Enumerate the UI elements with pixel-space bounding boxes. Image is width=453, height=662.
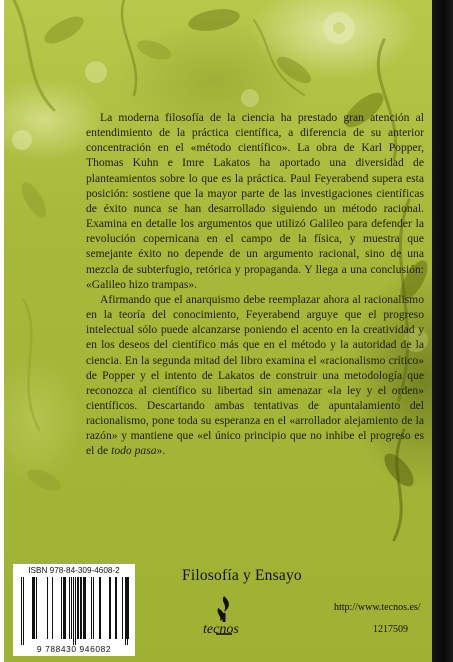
barcode-block [13,564,135,656]
book-spine-edge [432,0,453,662]
paragraph-2-tail: ». [156,444,166,458]
publisher-logo-icon [198,594,250,648]
synopsis-text [86,110,424,459]
paragraph-2-emphasis: todo pasa [111,444,157,458]
product-code: 1217509 [373,624,408,635]
series-title: Filosofía y Ensayo [182,567,302,584]
barcode-icon [19,577,131,645]
synopsis-paragraph-1: La moderna filosofía de la ciencia ha prestado gran atención al entendimiento de la práctica científica, a diferencia de su anterior concentración en el «método científico». La obra de Karl Popper, Thomas Kuhn e Imre Lakatos ha aportado una diversidad de planteamientos sobre lo que es la práctica. Paul Feyerabend supera esta posición: sostiene que la mayor parte de las investigaciones científicas de éxito nunca se han desarrollado siguiendo un método racional. Examina en detalle los argumentos que utilizó Galileo para defender la revolución copernicana en el campo de la física, y muestra que semejante éxito no depende de un argumento racional, sino de una mezcla de subterfugio, retórica y propaganda. Y llega a una conclusión: «Galileo hizo trampas». [86,111,424,291]
barcode-digits: 9 788430 946082 [36,644,112,654]
paragraph-2-body: Afirmando que el anarquismo debe reemplazar ahora al racionalismo en la teoría del conocimiento, Feyerabend arguye que el progreso intelectual sólo puede alcanzarse poniendo el acento en la creatividad y en los deseos del científico más que en el método y la autoridad de la ciencia. En la segunda mitad del libro examina el «racionalismo crítico» de Popper y el intento de Lakatos de construir una metodología que reconozca al científico su libertad sin amenazar «la ley y el orden» científicos. Descartando ambas tentativas de apuntalamiento del racionalismo, pone toda su esperanza en el «arrollador alejamiento de la razón» y mantiene que «el único principio que no inhibe el progreso es el de [86,292,424,458]
publisher-name: tecnos [203,622,239,637]
back-cover [4,0,432,662]
synopsis-paragraph-2 [86,292,424,459]
publisher-url[interactable]: http://www.tecnos.es/ [334,602,421,613]
isbn-label: ISBN 978-84-309-4608-2 [28,566,120,575]
